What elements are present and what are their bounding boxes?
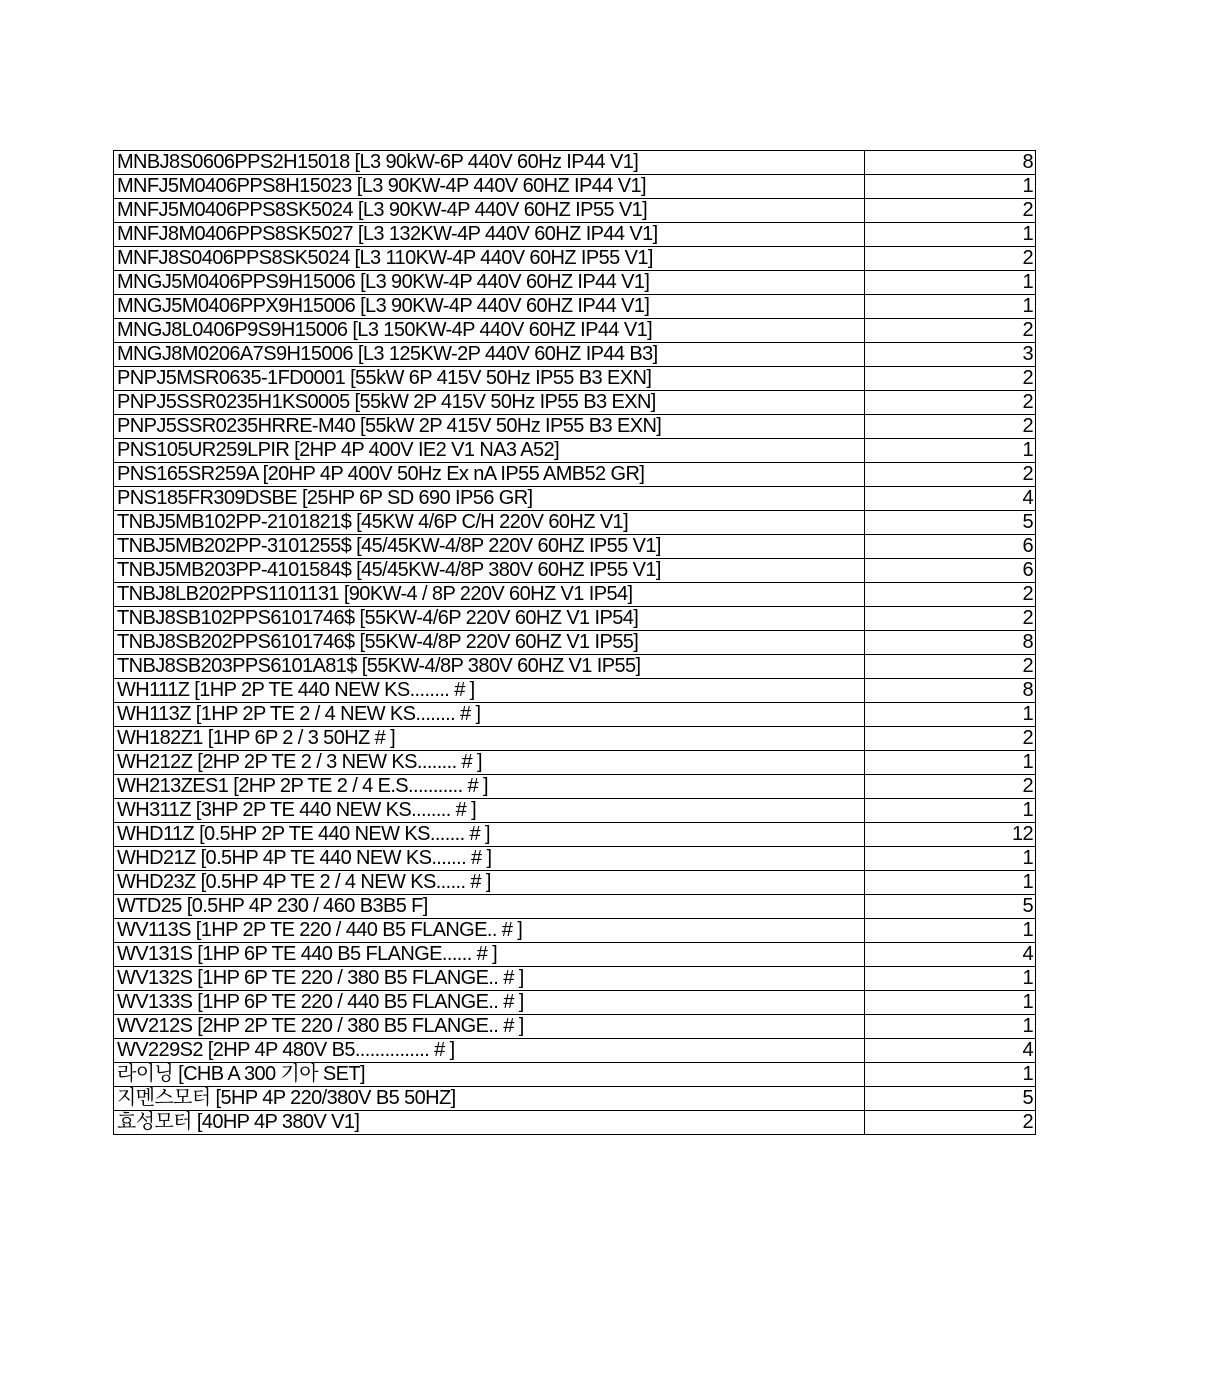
quantity-cell: 5 [865, 895, 1036, 919]
quantity-cell: 1 [865, 847, 1036, 871]
table-row [114, 1063, 1036, 1087]
quantity-cell: 8 [865, 151, 1036, 175]
quantity-cell: 2 [865, 391, 1036, 415]
table-row [114, 295, 1036, 319]
table-row [114, 463, 1036, 487]
table-row [114, 151, 1036, 175]
item-description-cell: MNFJ5M0406PPS8H15023 [L3 90KW-4P 440V 60HZ IP44 V1] [114, 175, 865, 199]
table-row [114, 271, 1036, 295]
quantity-cell: 1 [865, 799, 1036, 823]
item-description-cell: WH213ZES1 [2HP 2P TE 2 / 4 E.S........... # ] [114, 775, 865, 799]
quantity-cell: 6 [865, 535, 1036, 559]
quantity-cell: 2 [865, 775, 1036, 799]
table-row [114, 919, 1036, 943]
quantity-cell: 2 [865, 583, 1036, 607]
item-description-cell: MNFJ8M0406PPS8SK5027 [L3 132KW-4P 440V 60HZ IP44 V1] [114, 223, 865, 247]
table-row [114, 751, 1036, 775]
item-description-cell: WV212S [2HP 2P TE 220 / 380 B5 FLANGE.. # ] [114, 1015, 865, 1039]
item-description-cell: WV131S [1HP 6P TE 440 B5 FLANGE...... # ] [114, 943, 865, 967]
item-description-cell: WHD11Z [0.5HP 2P TE 440 NEW KS....... # ] [114, 823, 865, 847]
quantity-cell: 1 [865, 703, 1036, 727]
quantity-cell: 1 [865, 223, 1036, 247]
item-description-cell: MNFJ8S0406PPS8SK5024 [L3 110KW-4P 440V 60HZ IP55 V1] [114, 247, 865, 271]
item-description-cell: 라이닝 [CHB A 300 기아 SET] [114, 1063, 865, 1087]
item-description-cell: MNGJ8M0206A7S9H15006 [L3 125KW-2P 440V 60HZ IP44 B3] [114, 343, 865, 367]
quantity-cell: 1 [865, 967, 1036, 991]
item-description-cell: TNBJ5MB102PP-2101821$ [45KW 4/6P C/H 220V 60HZ V1] [114, 511, 865, 535]
quantity-cell: 1 [865, 175, 1036, 199]
item-description-cell: WH311Z [3HP 2P TE 440 NEW KS........ # ] [114, 799, 865, 823]
quantity-cell: 1 [865, 1015, 1036, 1039]
table-row [114, 367, 1036, 391]
item-description-cell: PNPJ5SSR0235H1KS0005 [55kW 2P 415V 50Hz IP55 B3 EXN] [114, 391, 865, 415]
item-description-cell: 효성모터 [40HP 4P 380V V1] [114, 1111, 865, 1135]
quantity-cell: 8 [865, 679, 1036, 703]
item-description-cell: TNBJ8LB202PPS1101131 [90KW-4 / 8P 220V 60HZ V1 IP54] [114, 583, 865, 607]
table-row [114, 967, 1036, 991]
item-description-cell: PNS185FR309DSBE [25HP 6P SD 690 IP56 GR] [114, 487, 865, 511]
quantity-cell: 4 [865, 487, 1036, 511]
item-description-cell: WH111Z [1HP 2P TE 440 NEW KS........ # ] [114, 679, 865, 703]
item-description-cell: PNS165SR259A [20HP 4P 400V 50Hz Ex nA IP55 AMB52 GR] [114, 463, 865, 487]
item-description-cell: MNGJ5M0406PPX9H15006 [L3 90KW-4P 440V 60HZ IP44 V1] [114, 295, 865, 319]
quantity-cell: 1 [865, 991, 1036, 1015]
quantity-cell: 2 [865, 367, 1036, 391]
table-row [114, 343, 1036, 367]
quantity-cell: 4 [865, 943, 1036, 967]
quantity-cell: 1 [865, 295, 1036, 319]
table-row [114, 703, 1036, 727]
item-description-cell: MNGJ8L0406P9S9H15006 [L3 150KW-4P 440V 60HZ IP44 V1] [114, 319, 865, 343]
table-row [114, 415, 1036, 439]
quantity-cell: 5 [865, 511, 1036, 535]
table-row [114, 1087, 1036, 1111]
table-row [114, 559, 1036, 583]
table-row [114, 511, 1036, 535]
table-row [114, 775, 1036, 799]
table-row [114, 631, 1036, 655]
table-row [114, 1039, 1036, 1063]
quantity-cell: 4 [865, 1039, 1036, 1063]
table-row [114, 727, 1036, 751]
quantity-cell: 1 [865, 871, 1036, 895]
quantity-cell: 2 [865, 1111, 1036, 1135]
table-row [114, 1015, 1036, 1039]
table-row [114, 655, 1036, 679]
item-description-cell: 지멘스모터 [5HP 4P 220/380V B5 50HZ] [114, 1087, 865, 1111]
quantity-cell: 2 [865, 319, 1036, 343]
table-row [114, 247, 1036, 271]
item-description-cell: TNBJ8SB102PPS6101746$ [55KW-4/6P 220V 60HZ V1 IP54] [114, 607, 865, 631]
table-row [114, 607, 1036, 631]
quantity-cell: 2 [865, 415, 1036, 439]
quantity-cell: 1 [865, 439, 1036, 463]
item-description-cell: MNFJ5M0406PPS8SK5024 [L3 90KW-4P 440V 60HZ IP55 V1] [114, 199, 865, 223]
item-description-cell: MNGJ5M0406PPS9H15006 [L3 90KW-4P 440V 60HZ IP44 V1] [114, 271, 865, 295]
item-description-cell: WH212Z [2HP 2P TE 2 / 3 NEW KS........ # ] [114, 751, 865, 775]
quantity-cell: 8 [865, 631, 1036, 655]
item-description-cell: TNBJ8SB202PPS6101746$ [55KW-4/8P 220V 60HZ V1 IP55] [114, 631, 865, 655]
table-row [114, 439, 1036, 463]
item-description-cell: WHD23Z [0.5HP 4P TE 2 / 4 NEW KS...... # ] [114, 871, 865, 895]
item-description-cell: TNBJ5MB203PP-4101584$ [45/45KW-4/8P 380V 60HZ IP55 V1] [114, 559, 865, 583]
table-row [114, 991, 1036, 1015]
table-row [114, 391, 1036, 415]
quantity-cell: 1 [865, 751, 1036, 775]
table-row [114, 1111, 1036, 1135]
table-row [114, 823, 1036, 847]
item-description-cell: PNPJ5MSR0635-1FD0001 [55kW 6P 415V 50Hz IP55 B3 EXN] [114, 367, 865, 391]
table-row [114, 487, 1036, 511]
table-row [114, 895, 1036, 919]
item-description-cell: TNBJ5MB202PP-3101255$ [45/45KW-4/8P 220V 60HZ IP55 V1] [114, 535, 865, 559]
quantity-cell: 2 [865, 607, 1036, 631]
quantity-cell: 3 [865, 343, 1036, 367]
item-description-cell: TNBJ8SB203PPS6101A81$ [55KW-4/8P 380V 60HZ V1 IP55] [114, 655, 865, 679]
table-row [114, 223, 1036, 247]
item-description-cell: WH182Z1 [1HP 6P 2 / 3 50HZ # ] [114, 727, 865, 751]
table-row [114, 943, 1036, 967]
quantity-cell: 1 [865, 271, 1036, 295]
item-description-cell: PNPJ5SSR0235HRRE-M40 [55kW 2P 415V 50Hz IP55 B3 EXN] [114, 415, 865, 439]
quantity-cell: 2 [865, 727, 1036, 751]
table-row [114, 679, 1036, 703]
quantity-cell: 1 [865, 1063, 1036, 1087]
item-description-cell: PNS105UR259LPIR [2HP 4P 400V IE2 V1 NA3 A52] [114, 439, 865, 463]
item-description-cell: WV132S [1HP 6P TE 220 / 380 B5 FLANGE.. # ] [114, 967, 865, 991]
item-description-cell: WV133S [1HP 6P TE 220 / 440 B5 FLANGE.. # ] [114, 991, 865, 1015]
table-row [114, 199, 1036, 223]
inventory-table [113, 150, 1036, 1135]
table-row [114, 175, 1036, 199]
quantity-cell: 6 [865, 559, 1036, 583]
quantity-cell: 2 [865, 655, 1036, 679]
table-row [114, 319, 1036, 343]
quantity-cell: 2 [865, 199, 1036, 223]
table-row [114, 583, 1036, 607]
item-description-cell: MNBJ8S0606PPS2H15018 [L3 90kW-6P 440V 60Hz IP44 V1] [114, 151, 865, 175]
quantity-cell: 12 [865, 823, 1036, 847]
quantity-cell: 2 [865, 247, 1036, 271]
inventory-table-body [114, 151, 1036, 1135]
table-row [114, 847, 1036, 871]
table-row [114, 799, 1036, 823]
quantity-cell: 1 [865, 919, 1036, 943]
item-description-cell: WH113Z [1HP 2P TE 2 / 4 NEW KS........ # ] [114, 703, 865, 727]
item-description-cell: WTD25 [0.5HP 4P 230 / 460 B3B5 F] [114, 895, 865, 919]
table-row [114, 535, 1036, 559]
item-description-cell: WV113S [1HP 2P TE 220 / 440 B5 FLANGE.. # ] [114, 919, 865, 943]
item-description-cell: WV229S2 [2HP 4P 480V B5............... # ] [114, 1039, 865, 1063]
item-description-cell: WHD21Z [0.5HP 4P TE 440 NEW KS....... # ] [114, 847, 865, 871]
quantity-cell: 5 [865, 1087, 1036, 1111]
quantity-cell: 2 [865, 463, 1036, 487]
table-row [114, 871, 1036, 895]
